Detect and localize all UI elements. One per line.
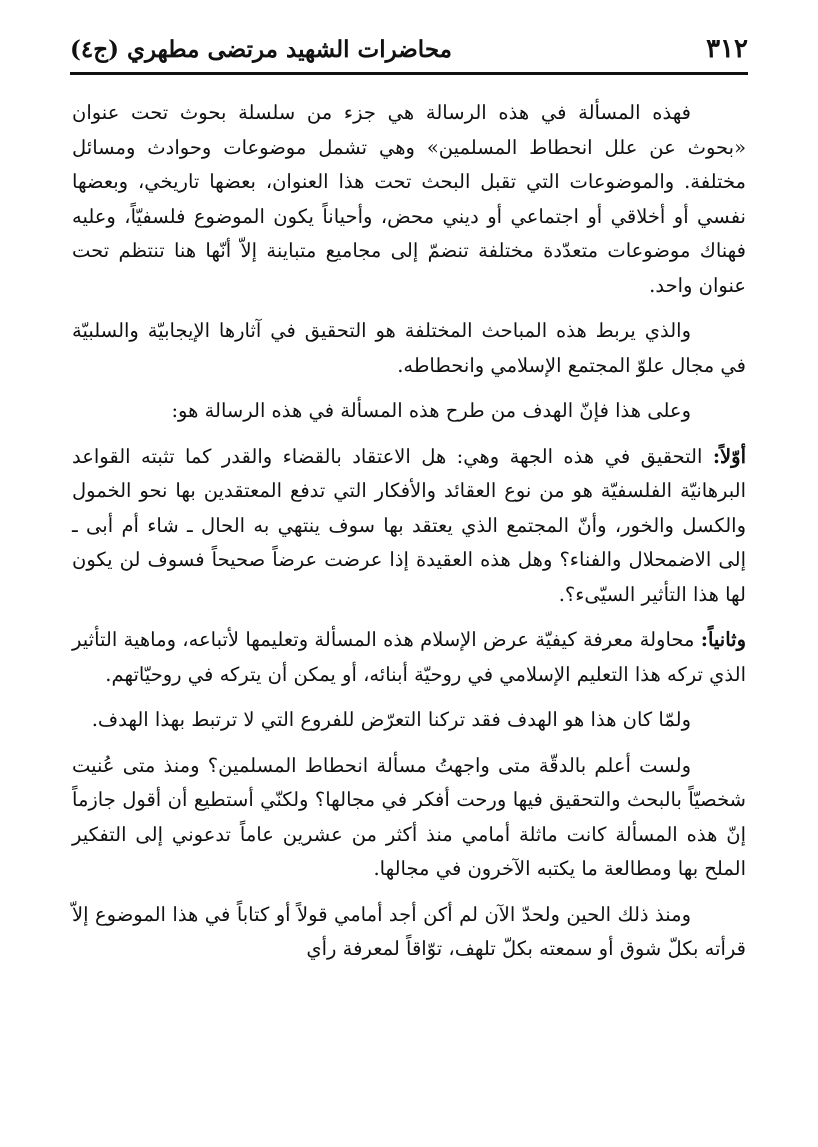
paragraph-4 bbox=[72, 440, 746, 613]
paragraph-5 bbox=[72, 623, 746, 692]
paragraph-8: ومنذ ذلك الحين ولحدّ الآن لم أكن أجد أمامي قولاً أو كتاباً في هذا الموضوع إلاّ قرأته بكلّ شوق أو سمعته بكلّ تلهف، توّاقاً لمعرفة رأي bbox=[72, 902, 746, 960]
paragraph-5-text: محاولة معرفة كيفيّة عرض الإسلام هذه المسألة وتعليمها لأتباعه، وماهية التأثير الذي تركه هذا التعليم الإسلامي في روحيّة أبنائه، أو يمكن أن يتركه في روحيّاتهم. bbox=[72, 628, 746, 686]
paragraph-1: فهذه المسألة في هذه الرسالة هي جزء من سلسلة بحوث تحت عنوان «بحوث عن علل انحطاط المسلمين» وهي تشمل موضوعات وحوادث ومسائل مختلفة. والموضوعات التي تقبل البحث تحت هذا العنوان، بعضها تاريخي، وبعضها نفسي أو أخلاقي أو اجتماعي أو ديني محض، وأحياناً يكون الموضوع فلسفيّاً، وعليه فهناك موضوعات متعدّدة مختلفة تنضمّ إلى مجاميع متباينة إلاّ أنّها هنا تنتظم تحت عنوان واحد. bbox=[72, 101, 746, 297]
paragraph-4-lead: أوّلاً: bbox=[712, 444, 746, 468]
paragraph-6: ولمّا كان هذا هو الهدف فقد تركنا التعرّض للفروع التي لا ترتبط بهذا الهدف. bbox=[91, 708, 691, 731]
paragraph-7: ولست أعلم بالدقّة متى واجهتُ مسألة انحطاط المسلمين؟ ومنذ متى عُنيت شخصيّاً بالبحث والتحقيق فيها ورحت أفكر في مجالها؟ ولكنّي أستطيع أن أقول جازماً إنّ هذه المسألة كانت ماثلة أمامي منذ أكثر من عشرين عاماً تدعوني إلى التفكير الملح بها ومطالعة ما يكتبه الآخرون في مجالها. bbox=[72, 753, 746, 880]
header-rule bbox=[70, 72, 748, 75]
running-title: محاضرات الشهيد مرتضى مطهري (ج٤) bbox=[70, 35, 452, 63]
body-text bbox=[72, 96, 746, 978]
paragraph-5-lead: وثانياً: bbox=[700, 628, 746, 651]
page-header bbox=[70, 28, 748, 70]
paragraph-2: والذي يربط هذه المباحث المختلفة هو التحقيق في آثارها الإيجابيّة والسلبيّة في مجال علوّ المجتمع الإسلامي وانحطاطه. bbox=[72, 319, 746, 377]
paragraph-4-text: التحقيق في هذه الجهة وهي: هل الاعتقاد بالقضاء والقدر كما تثبته القواعد البرهانيّة الفلسفيّة هو من نوع العقائد والأفكار التي تدفع المعتقدين بها نحو الخمول والكسل والخور، وأنّ المجتمع الذي يعتقد بها سوف ينتهي به الحال ـ شاء أم أبى ـ إلى الاضمحلال والفناء؟ وهل هذه العقيدة إذا عرضت عرضاً صحيحاً فسوف لن يكون لها هذا التأثير السيّىء؟. bbox=[72, 444, 746, 606]
paragraph-3: وعلى هذا فإنّ الهدف من طرح هذه المسألة في هذه الرسالة هو: bbox=[171, 399, 691, 422]
page-number: ٣١٢ bbox=[706, 34, 748, 64]
